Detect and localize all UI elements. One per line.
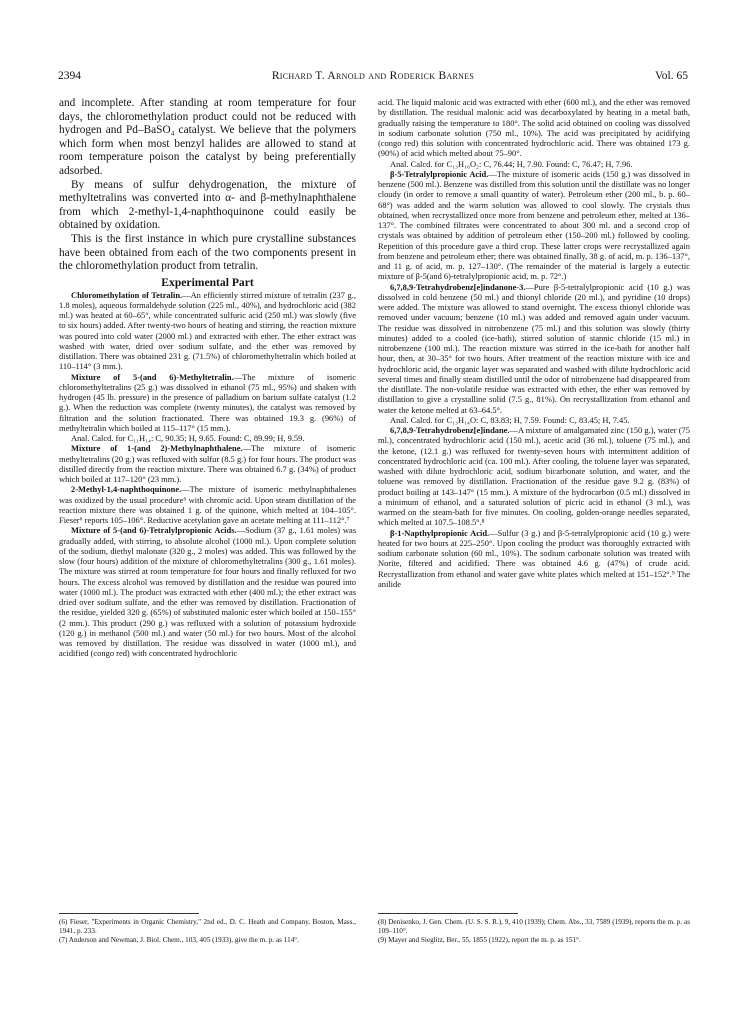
procedure-paragraph: β-5-Tetralylpropionic Acid.—The mixture of isomeric acids (150 g.) was dissolved in benzene (500 ml.). Benzene was distilled from this solution until the distillate was no longer cloudy (in order to remove a small quantity of water). Petroleum ether (200 ml., b. p. 60–68°) was added and the warm solution was allowed to cool slowly. The crystals thus obtained, when recrystallized once more from benzene and petroleum ether, melted at 136–137°. The combined filtrates were concentrated to about 300 ml. and a second crop of crystals was obtained by addition of petroleum ether (150–200 ml.) followed by cooling. Repetition of this procedure gave a third crop. These latter crops were recrystallized again from benzene and petroleum ether; there was obtained finally, 38 g. of acid, m. p. 136–137°, and 11 g. of acid, m. p. 127–130°. (The remainder of the material is largely a eutectic mixture of β-5(and 6)-tetralylpropionic acid, m. p. 72°.) — [378, 168, 690, 282]
procedure-title: Mixture of 5-(and 6)-Methyltetralin. — [71, 371, 234, 382]
intro-paragraph: and incomplete. After standing at room temperature for four days, the chloromethylation product could not be reduced with hydrogen and Pd–BaSO₄ catalyst. We believe that the polymers which form when most benzyl halides are allowed to stand at room temperature poison the catalyst by being preferentially adsorbed. — [59, 97, 356, 177]
right-column — [378, 97, 690, 589]
footnote: (9) Mayer and Sieglitz, Ber., 55, 1855 (1922), report the m. p. as 151°. — [378, 936, 581, 944]
footnote: (8) Denisenko, J. Gen. Chem. (U. S. S. R.), 9, 410 (1939); Chem. Abs., 33, 7589 (1939), reports the m. p. as 109–110°. — [378, 918, 690, 935]
intro-paragraph: This is the first instance in which pure crystalline substances have been obtained from each of the two components present in the chloromethylation product from tetralin. — [59, 232, 356, 273]
procedure-paragraph: 2-Methyl-1,4-naphthoquinone.—The mixture of isomeric methylnaphthalenes was oxidized by the usual procedure⁶ with chromic acid. Upon steam distillation of the reaction mixture there was obtained 1 g. of the quinone, which melted at 104–105°. Fieser⁶ reports 105–106°. Reductive acetylation gave an acetate melting at 111–112°.⁷ — [59, 484, 356, 526]
footnote-rule — [378, 913, 518, 914]
footnote: (6) Fieser, "Experiments in Organic Chemistry," 2nd ed., D. C. Heath and Company, Boston, Mass., 1941, p. 233. — [59, 918, 356, 935]
analysis-line: Anal. Calcd. for C₁₃H₁₆O₂: C, 76.44; H, 7.90. Found: C, 76.47; H, 7.96. — [390, 158, 633, 169]
analysis-line: Anal. Calcd. for C₁₁H₁₄: C, 90.35; H, 9.65. Found: C, 89.99; H, 9.59. — [71, 433, 305, 444]
footnotes-left — [59, 918, 356, 945]
procedure-title: β-5-Tetralylpropionic Acid. — [390, 168, 489, 179]
procedure-paragraph: Mixture of 5-(and 6)-Methyltetralin.—The mixture of isomeric chloromethyltetralins (25 g.) was dissolved in ethanol (75 ml., 95%) and shaken with hydrogen (45 lb. pressure) in the presence of palladium on barium sulfate catalyst (1.2 g.). When the reduction was complete (twenty minutes), the catalyst was removed by filtration and the solution fractionated. There was obtained 19.3 g. (96%) of methyltetralin which boiled at 115–117° (15 mm.). — [59, 371, 356, 433]
page-header — [58, 70, 688, 86]
procedure-paragraph: 6,7,8,9-Tetrahydrobenz[e]indanone-3.—Pure β-5-tetralylpropionic acid (10 g.) was dissolved in cold benzene (50 ml.) and thionyl chloride (20 ml.), and pyridine (10 drops) were added. The mixture was allowed to stand overnight. The excess thionyl chloride was removed under vacuum; benzene (10 ml.) was added and removed again under vacuum. The residue was dissolved in nitrobenzene (75 ml.) and this solution was slowly (thirty minutes) added to a cooled (ice-bath), stirred solution of stannic chloride (15 ml.) in nitrobenzene (100 ml.). The reaction mixture was stirred in the ice-bath for another half hour, then, at 30–35° for two hours. After treatment of the reaction mixture with ice and hydrochloric acid, the organic layer was separated and washed with dilute hydrochloric acid several times and finally steam distilled until the odor of nitrobenzene had disappeared from the distillate. The non-volatile residue was extracted with ether, the ether was removed by distillation to give a crystalline solid (7.5 g., 81%). On recrystallization from ethanol and water the ketone melted at 63–64.5°. — [378, 281, 690, 415]
intro-paragraph: By means of sulfur dehydrogenation, the mixture of methyltetralins was converted into α- and β-methylnaphthalene from which 2-methyl-1,4-naphthoquinone could easily be obtained by oxidation. — [59, 178, 356, 232]
procedure-title: 2-Methyl-1,4-naphthoquinone. — [71, 484, 182, 495]
procedure-title: 6,7,8,9-Tetrahydrobenz[e]indanone-3. — [390, 281, 526, 292]
page-number: 2394 — [58, 70, 81, 82]
footnotes-right — [378, 918, 690, 945]
volume-label: Vol. 65 — [654, 70, 688, 82]
procedure-title: Mixture of 1-(and 2)-Methylnaphthalene. — [71, 443, 243, 454]
left-column — [59, 97, 356, 659]
procedure-title: Mixture of 5-(and 6)-Tetralylpropionic Acids. — [71, 525, 237, 536]
running-title: Richard T. Arnold and Roderick Barnes — [271, 70, 475, 82]
procedure-paragraph: β-1-Napthylpropionic Acid.—Sulfur (3 g.) and β-5-tetralylpropionic acid (10 g.) were heated for two hours at 225–250°. Upon cooling the product was thoroughly extracted with sodium carbonate solution (60 ml., 10%). The sodium carbonate solution was treated with Norite, filtered and acidified. There was obtained 4.6 g. (47%) of crude acid. Recrystallization from ethanol and water gave white plates which melted at 151–152°.⁹ The anilide — [378, 527, 690, 589]
analysis-line: Anal. Calcd. for C₁₃H₁₄O: C, 83.83; H, 7.59. Found: C, 83.45; H, 7.45. — [390, 414, 630, 425]
procedure-title: β-1-Napthylpropionic Acid. — [390, 527, 490, 538]
procedure-paragraph: 6,7,8,9-Tetrahydrobenz[e]indane.—A mixture of amalgamated zinc (150 g.), water (75 ml.), concentrated hydrochloric acid (150 ml.), acetic acid (36 ml.), toluene (75 ml.), and the ketone, (12.1 g.) was refluxed for twenty-seven hours with intermittent addition of concentrated hydrochloric acid (ca. 100 ml.). After cooling, the toluene layer was separated, washed with dilute hydrochloric acid, sodium bicarbonate solution, and water, and the toluene was removed by distillation. Fractionation of the residue gave 9.2 g. (83%) of product boiling at 143–147° (15 mm.). A mixture of the hydrocarbon (0.5 ml.) dissolved in a minimum of ethanol, and a saturated solution of picric acid in ethanol (3 ml.), was warmed on the steam-bath for five minutes. On cooling, golden-orange needles separated, which melted at 107.5–108.5°.⁸ — [378, 425, 690, 528]
procedure-paragraph: Chloromethylation of Tetralin.—An efficiently stirred mixture of tetralin (237 g., 1.8 moles), aqueous formaldehyde solution (225 ml., 40%), and hydrochloric acid (382 ml.) was heated at 60–65°, while concentrated sulfuric acid (250 ml.) was slowly (five to six hours) added. After twenty-two hours of heating and stirring, the reaction mixture was poured into cold water (2000 ml.) and extracted with ether. The ether extract was washed with water, dried over sodium sulfate, and the ether was removed by distillation. There was obtained 231 g. (71.5%) of chloromethyltetralin which boiled at 110–114° (3 mm.). — [59, 289, 356, 372]
procedure-paragraph: Mixture of 5-(and 6)-Tetralylpropionic Acids.—Sodium (37 g., 1.61 moles) was gradually added, with stirring, to absolute alcohol (1000 ml.). Upon complete solution of the sodium, diethyl malonate (320 g., 2 moles) was added. This was followed by the slow (four hours) addition of the mixture of chloromethyltetralins (300 g., 1.61 moles). The mixture was stirred at room temperature for four hours and finally refluxed for two hours. The excess alcohol was removed by distillation and the residue was poured into water (1000 ml.). The product was extracted with ether (400 ml.); the ether extract was dried over sodium sulfate, and the ether was removed by distillation. Fractionation of the residue, yielded 320 g. (65%) of substituted malonic ester which boiled at 150–155° (2 mm.). This product (290 g.) was refluxed with a solution of potassium hydroxide (120 g.) in methanol (500 ml.) and water (50 ml.) for two hours. Most of the alcohol was removed by distillation. The residue was dissolved in water (1000 ml.), and acidified (congo red) with concentrated hydrochloric — [59, 525, 357, 659]
procedure-paragraph: Mixture of 1-(and 2)-Methylnaphthalene.—The mixture of isomeric methyltetralins (20 g.) was refluxed with sulfur (8.5 g.) for four hours. The product was distilled directly from the reaction mixture. There was obtained 6.7 g. (34%) of product which boiled at 117–120° (23 mm.). — [59, 443, 356, 485]
section-heading: Experimental Part — [161, 275, 254, 289]
footnote: (7) Anderson and Newman, J. Biol. Chem., 103, 405 (1933), give the m. p. as 114°. — [59, 936, 299, 944]
procedure-paragraph: acid. The liquid malonic acid was extracted with ether (600 ml.), and the ether was removed by distillation. The residual malonic acid was decarboxylated by heating in a metal bath, gradually raising the temperature to 180°. The solid acid obtained on cooling was dissolved in sodium carbonate solution (750 ml., 10%). The acid was precipitated by acidifying (congo red) this solution with concentrated hydrochloric acid. There was obtained 173 g. (90%) of acid which melted about 75–90°. — [378, 97, 690, 159]
footnote-rule — [59, 913, 199, 914]
procedure-title: 6,7,8,9-Tetrahydrobenz[e]indane. — [390, 425, 510, 435]
procedure-title: Chloromethylation of Tetralin. — [71, 289, 183, 300]
